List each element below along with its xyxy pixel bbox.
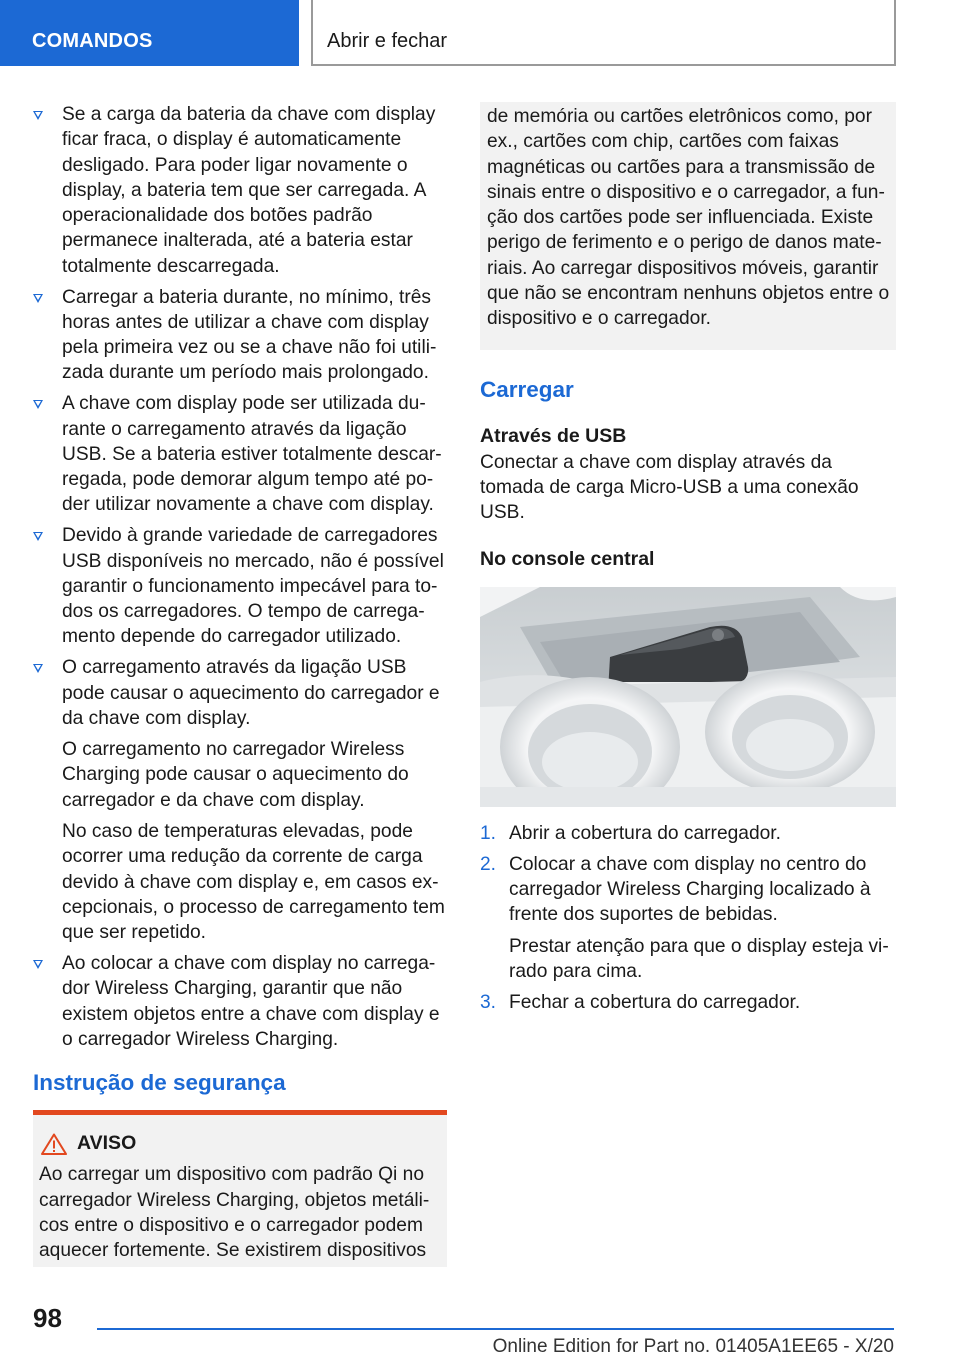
bullet-text: Se a carga da bateria da chave com display ficar fraca, o display é automaticamente desligado. Para poder ligar novamente o display, a bateria tem que ser carregada. A operacionalidade dos botões padrão permanece inalterada, até a bateria estar totalmente descarregada. (62, 104, 436, 277)
section-tab (0, 0, 299, 66)
bullet-text: Devido à grande variedade de carregadores USB disponíveis no mercado, não é possível garantir o funcionamento impecável para todos os carregadores. O tempo de carregamento depende do carregador utilizado. (62, 525, 444, 648)
bullet-item (33, 655, 447, 945)
section-title: COMANDOS (32, 30, 153, 52)
step-text: Prestar atenção para que o display esteja virado para cima. (509, 935, 889, 983)
footer-rule (97, 1328, 894, 1330)
warning-header (39, 1131, 440, 1156)
triangle-bullet-icon (33, 294, 43, 303)
usb-text: Conectar a chave com display através da tomada de carga Micro-USB a uma conexão USB. (480, 451, 859, 524)
triangle-bullet-icon (33, 532, 43, 541)
left-column (33, 102, 447, 1267)
triangle-bullet-icon (33, 400, 43, 409)
center-console-illustration (480, 587, 896, 807)
bullet-item (33, 102, 447, 279)
warning-text: Ao carregar um dispositivo com padrão Qi no carregador Wireless Charging, objetos metálicos entre o dispositivo e o carregador podem aquecer fortemente. Se existirem dispositivos (39, 1164, 430, 1262)
step-item (480, 852, 896, 984)
bullet-text: Ao colocar a chave com display no carregador Wireless Charging, garantir que não existem objetos entre a chave com display e o carregador Wireless Charging. (62, 953, 440, 1050)
bullet-text: O carregamento através da ligação USB pode causar o aquecimento do carregador e da chave com display. (62, 657, 440, 729)
warning-label: AVISO (77, 1132, 137, 1155)
step-item (480, 990, 896, 1015)
step-number: 2. (480, 853, 497, 875)
bullet-text: O carregamento no carregador Wireless Charging pode causar o aquecimento do carregador e da chave com display. (62, 739, 409, 811)
bullet-item (33, 391, 447, 517)
warning-triangle-icon (41, 1133, 67, 1155)
step-item (480, 821, 896, 846)
step-list (480, 821, 896, 1016)
bullet-item (33, 285, 447, 386)
step-number: 1. (480, 822, 497, 844)
bullet-text: No caso de temperaturas elevadas, pode ocorrer uma redução da corrente de carga devido à chave com display e, em casos excepcionais, o processo de carregamento tem que ser repetido. (62, 821, 445, 944)
footer-edition: Online Edition for Part no. 01405A1EE65 - X/20 (492, 1336, 894, 1357)
console-subtitle: No console central (480, 547, 655, 570)
usb-subtitle: Através de USB (480, 424, 627, 447)
bullet-item (33, 523, 447, 649)
triangle-bullet-icon (33, 664, 43, 673)
chapter-header (311, 0, 896, 66)
right-column (480, 102, 896, 1022)
center-console-photo (480, 587, 896, 807)
step-number: 3. (480, 992, 497, 1014)
step-text: Colocar a chave com display no centro do carregador Wireless Charging localizado à frente dos suportes de bebidas. (509, 853, 871, 926)
warning-box (33, 1115, 447, 1267)
bullet-text: Carregar a bateria durante, no mínimo, três horas antes de utilizar a chave com display pela primeira vez ou se a chave não foi utilizada durante um período mais prolongado. (62, 286, 437, 384)
triangle-bullet-icon (33, 111, 43, 120)
triangle-bullet-icon (33, 960, 43, 969)
bullet-item (33, 951, 447, 1052)
bullet-text: A chave com display pode ser utilizada durante o carregamento através da ligação USB. Se a bateria estiver totalmente descarregada, pode demorar algum tempo até poder utilizar novamente a chave com display. (62, 393, 442, 516)
step-text: Fechar a cobertura do carregador. (509, 992, 801, 1014)
warning-box-continued (480, 102, 896, 350)
step-text: Abrir a cobertura do carregador. (509, 822, 781, 844)
safety-section-title: Instrução de segurança (33, 1070, 286, 1096)
warning-continued-text: de memória ou cartões eletrônicos como, por ex., cartões com chip, cartões com faixas magnéticas ou cartões para a transmissão de sinais entre o dispositivo e o carregador, a função dos cartões pode ser influenciada. Existe perigo de ferimento e o perigo de danos materiais. Ao carregar dispositivos móveis, garantir que não se encontram nenhuns objetos entre o dispositivo e o carregador. (487, 106, 890, 330)
bullet-list (33, 102, 447, 1052)
page-number: 98 (33, 1303, 62, 1333)
charge-section-title: Carregar (480, 376, 574, 402)
chapter-title: Abrir e fechar (327, 30, 448, 52)
